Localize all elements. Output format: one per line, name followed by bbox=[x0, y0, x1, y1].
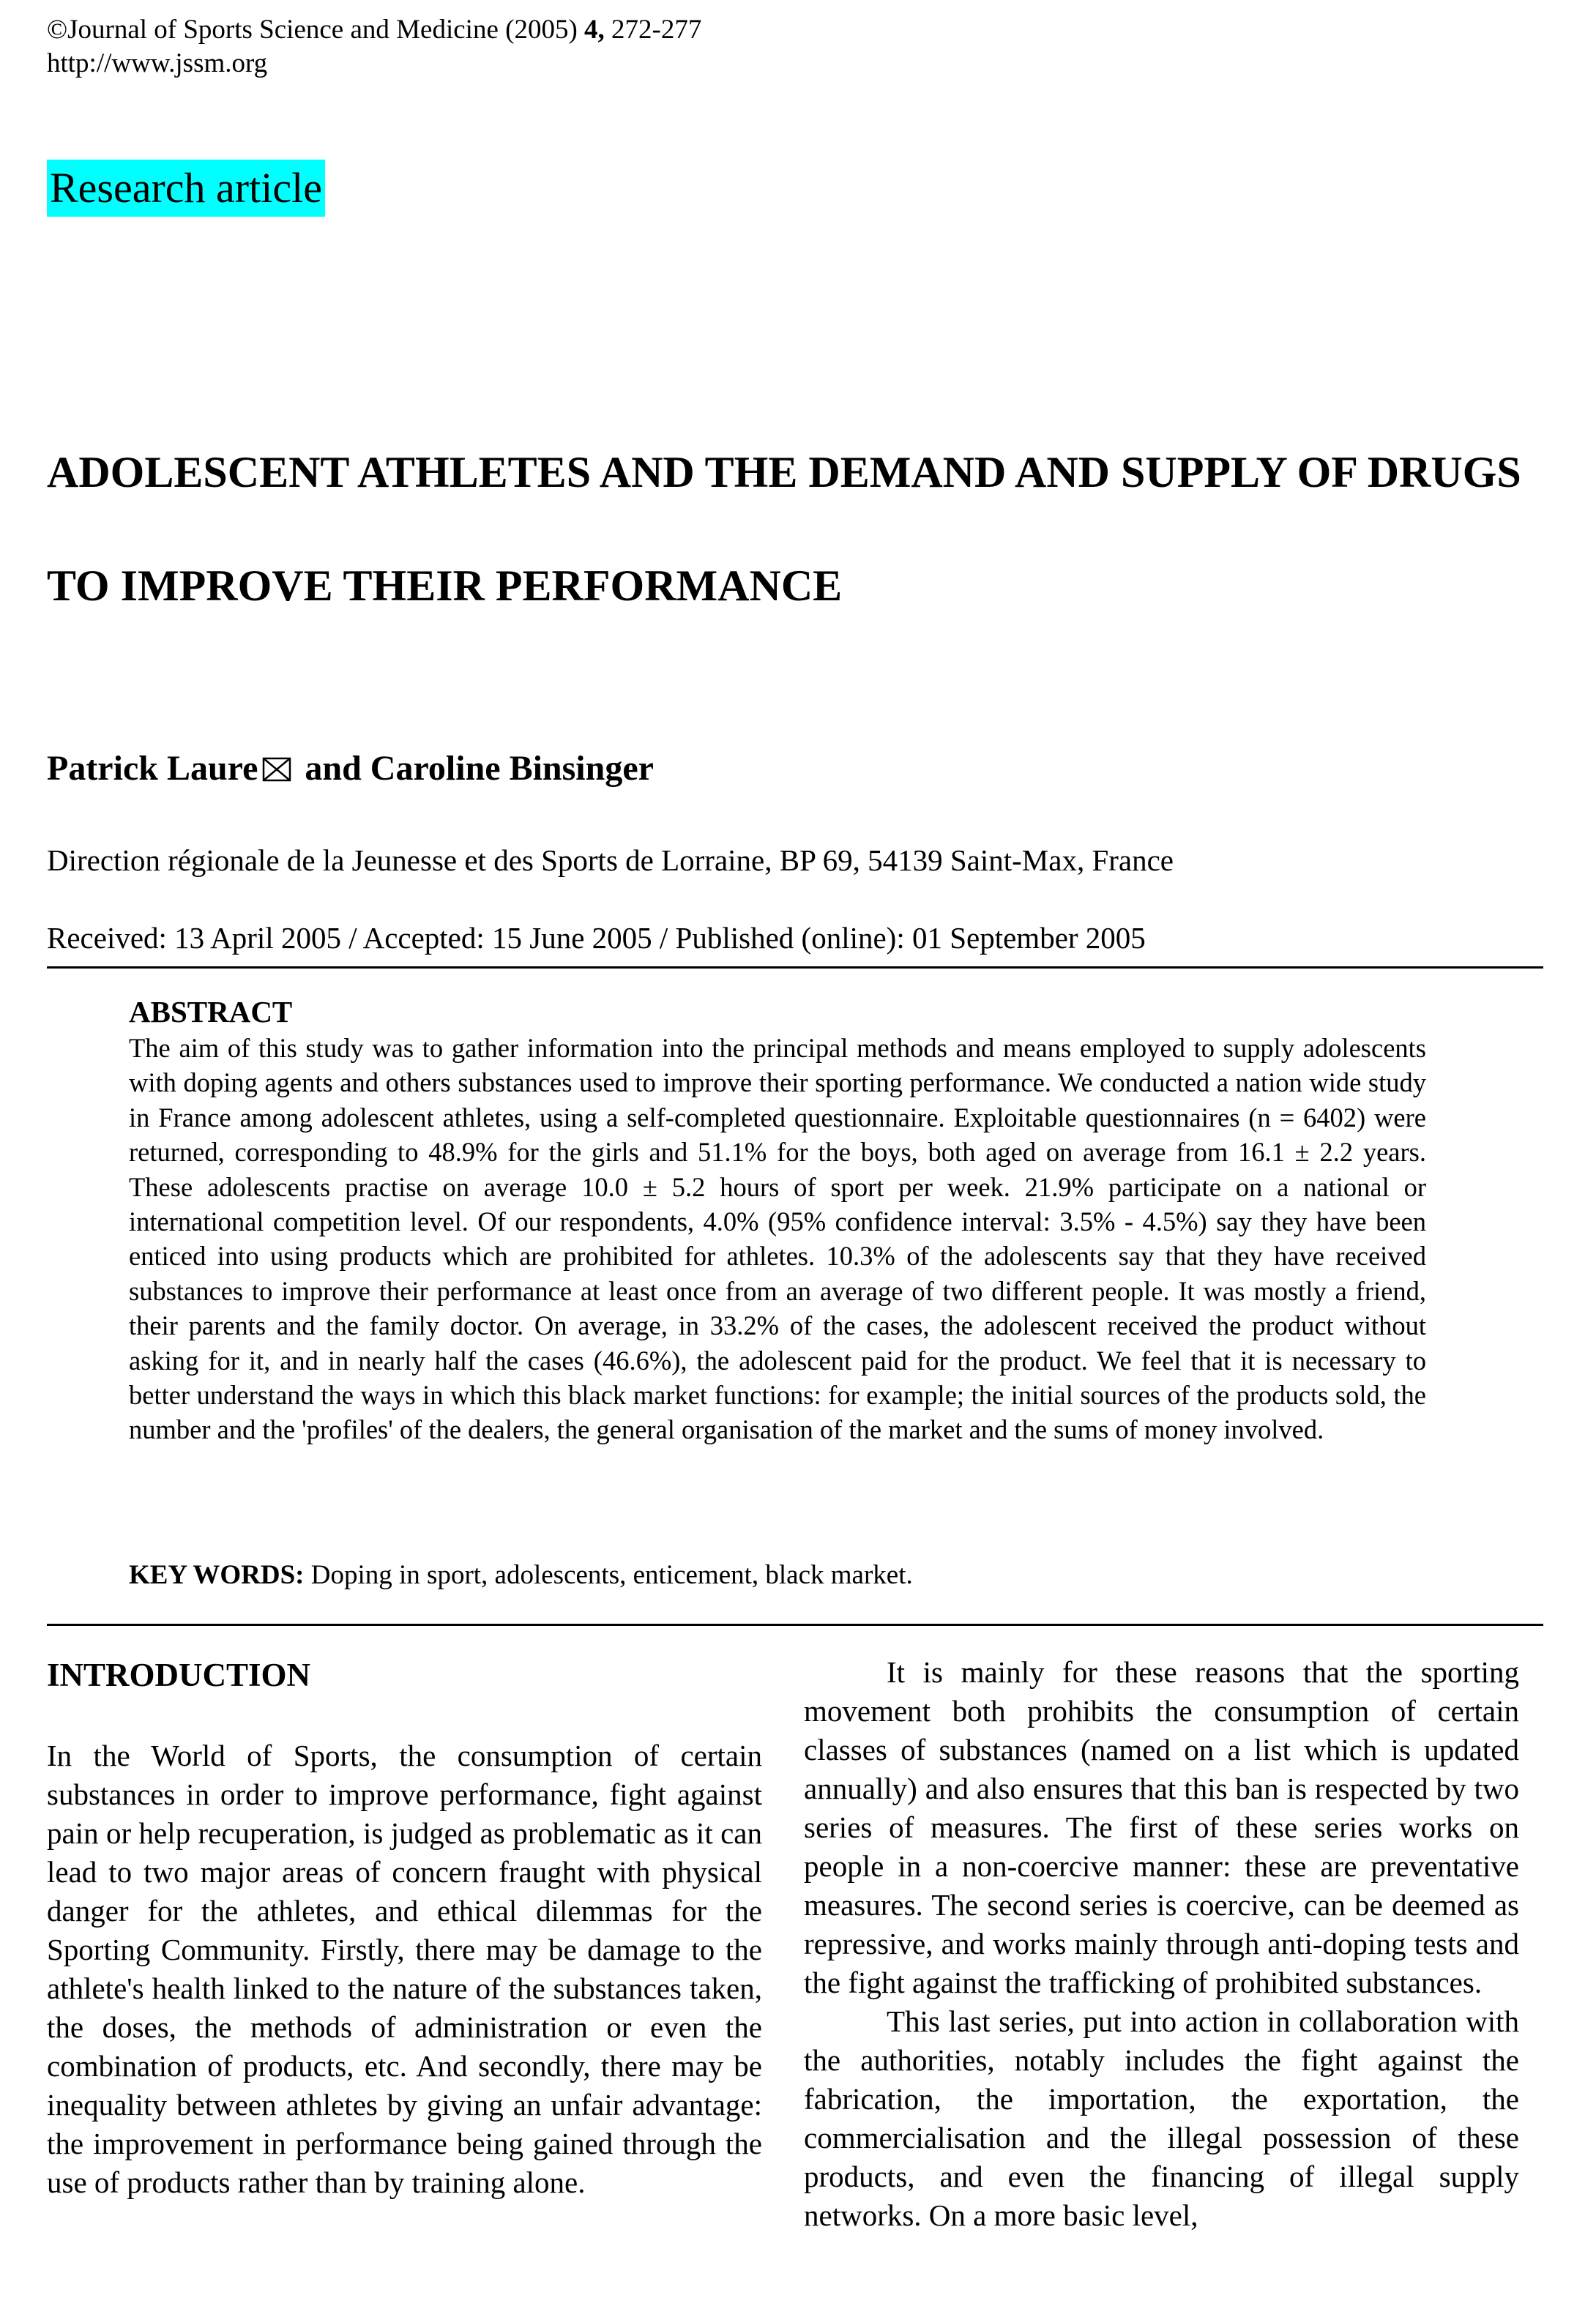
journal-volume: 4, bbox=[584, 15, 605, 45]
keywords bbox=[129, 1558, 913, 1593]
envelope-icon[interactable] bbox=[262, 748, 291, 795]
publication-dates: Received: 13 April 2005 / Accepted: 15 June 2005 / Published (online): 01 September 2005 bbox=[47, 921, 1146, 955]
body-paragraph: In the World of Sports, the consumption of certain substances in order to improve performance, fight against pain or help recuperation, is judged as problematic as it can lead to two major areas of concern fraught with physical danger for the athletes, and ethical dilemmas for the Sporting Community. Firstly, there may be damage to the athlete's health linked to the nature of the substances taken, the doses, the methods of administration or even the combination of products, etc. And secondly, there may be inequality between athletes by giving an unfair advantage: the improvement in performance being gained through the use of products rather than by training alone. bbox=[47, 1739, 762, 2199]
journal-pages: 272-277 bbox=[604, 15, 702, 45]
journal-url[interactable]: http://www.jssm.org bbox=[47, 48, 268, 78]
section-heading-introduction: INTRODUCTION bbox=[47, 1657, 311, 1693]
right-column bbox=[804, 1653, 1519, 2235]
article-type-label: Research article bbox=[47, 160, 325, 217]
journal-citation bbox=[47, 13, 701, 47]
keywords-label: KEY WORDS: bbox=[129, 1560, 305, 1590]
abstract-section bbox=[129, 993, 1426, 1447]
divider bbox=[47, 1624, 1543, 1626]
article-title: ADOLESCENT ATHLETES AND THE DEMAND AND SUPPLY OF DRUGS TO IMPROVE THEIR PERFORMANCE bbox=[47, 448, 1521, 610]
body-paragraph: It is mainly for these reasons that the sporting movement both prohibits the consumption of certain classes of substances (named on a list which is updated annually) and also ensures that this ban is respected by two series of measures. The first of these series works on people in a non-coercive manner: these are preventative measures. The second series is coercive, can be deemed as repressive, and works mainly through anti-doping tests and the fight against the trafficking of prohibited substances. bbox=[804, 1655, 1519, 1999]
author-secondary: and Caroline Binsinger bbox=[296, 749, 654, 788]
affiliation: Direction régionale de la Jeunesse et des Sports de Lorraine, BP 69, 54139 Saint-Max, France bbox=[47, 843, 1174, 877]
keywords-text: Doping in sport, adolescents, enticement, black market. bbox=[304, 1560, 913, 1590]
author-primary: Patrick Laure bbox=[47, 749, 258, 788]
authors bbox=[47, 745, 654, 795]
journal-name: ©Journal of Sports Science and Medicine (2005) bbox=[47, 15, 585, 45]
left-column bbox=[47, 1653, 762, 2202]
body-paragraph: This last series, put into action in collaboration with the authorities, notably includes the fight against the fabrication, the importation, the exportation, the commercialisation and the illegal possession of these products, and even the financing of illegal supply networks. On a more basic level, bbox=[804, 2004, 1519, 2232]
divider bbox=[47, 966, 1543, 969]
abstract-text: The aim of this study was to gather information into the principal methods and means employed to supply adolescents with doping agents and others substances used to improve their sporting performance. We conducted a nation wide study in France among adolescent athletes, using a self-completed questionnaire. Exploitable questionnaires (n = 6402) were returned, corresponding to 48.9% for the girls and 51.1% for the boys, both aged on average from 16.1 ± 2.2 years. These adolescents practise on average 10.0 ± 5.2 hours of sport per week. 21.9% participate on a national or international competition level. Of our respondents, 4.0% (95% confidence interval: 3.5% - 4.5%) say they have been enticed into using products which are prohibited for athletes. 10.3% of the adolescents say that they have received substances to improve their performance at least once from an average of two different people. It was mostly a friend, their parents and the family doctor. On average, in 33.2% of the cases, the adolescent received the product without asking for it, and in nearly half the cases (46.6%), the adolescent paid for the product. We feel that it is necessary to better understand the ways in which this black market functions: for example; the initial sources of the products sold, the number and the 'profiles' of the dealers, the general organisation of the market and the sums of money involved. bbox=[129, 1033, 1426, 1445]
abstract-heading: ABSTRACT bbox=[129, 995, 293, 1029]
